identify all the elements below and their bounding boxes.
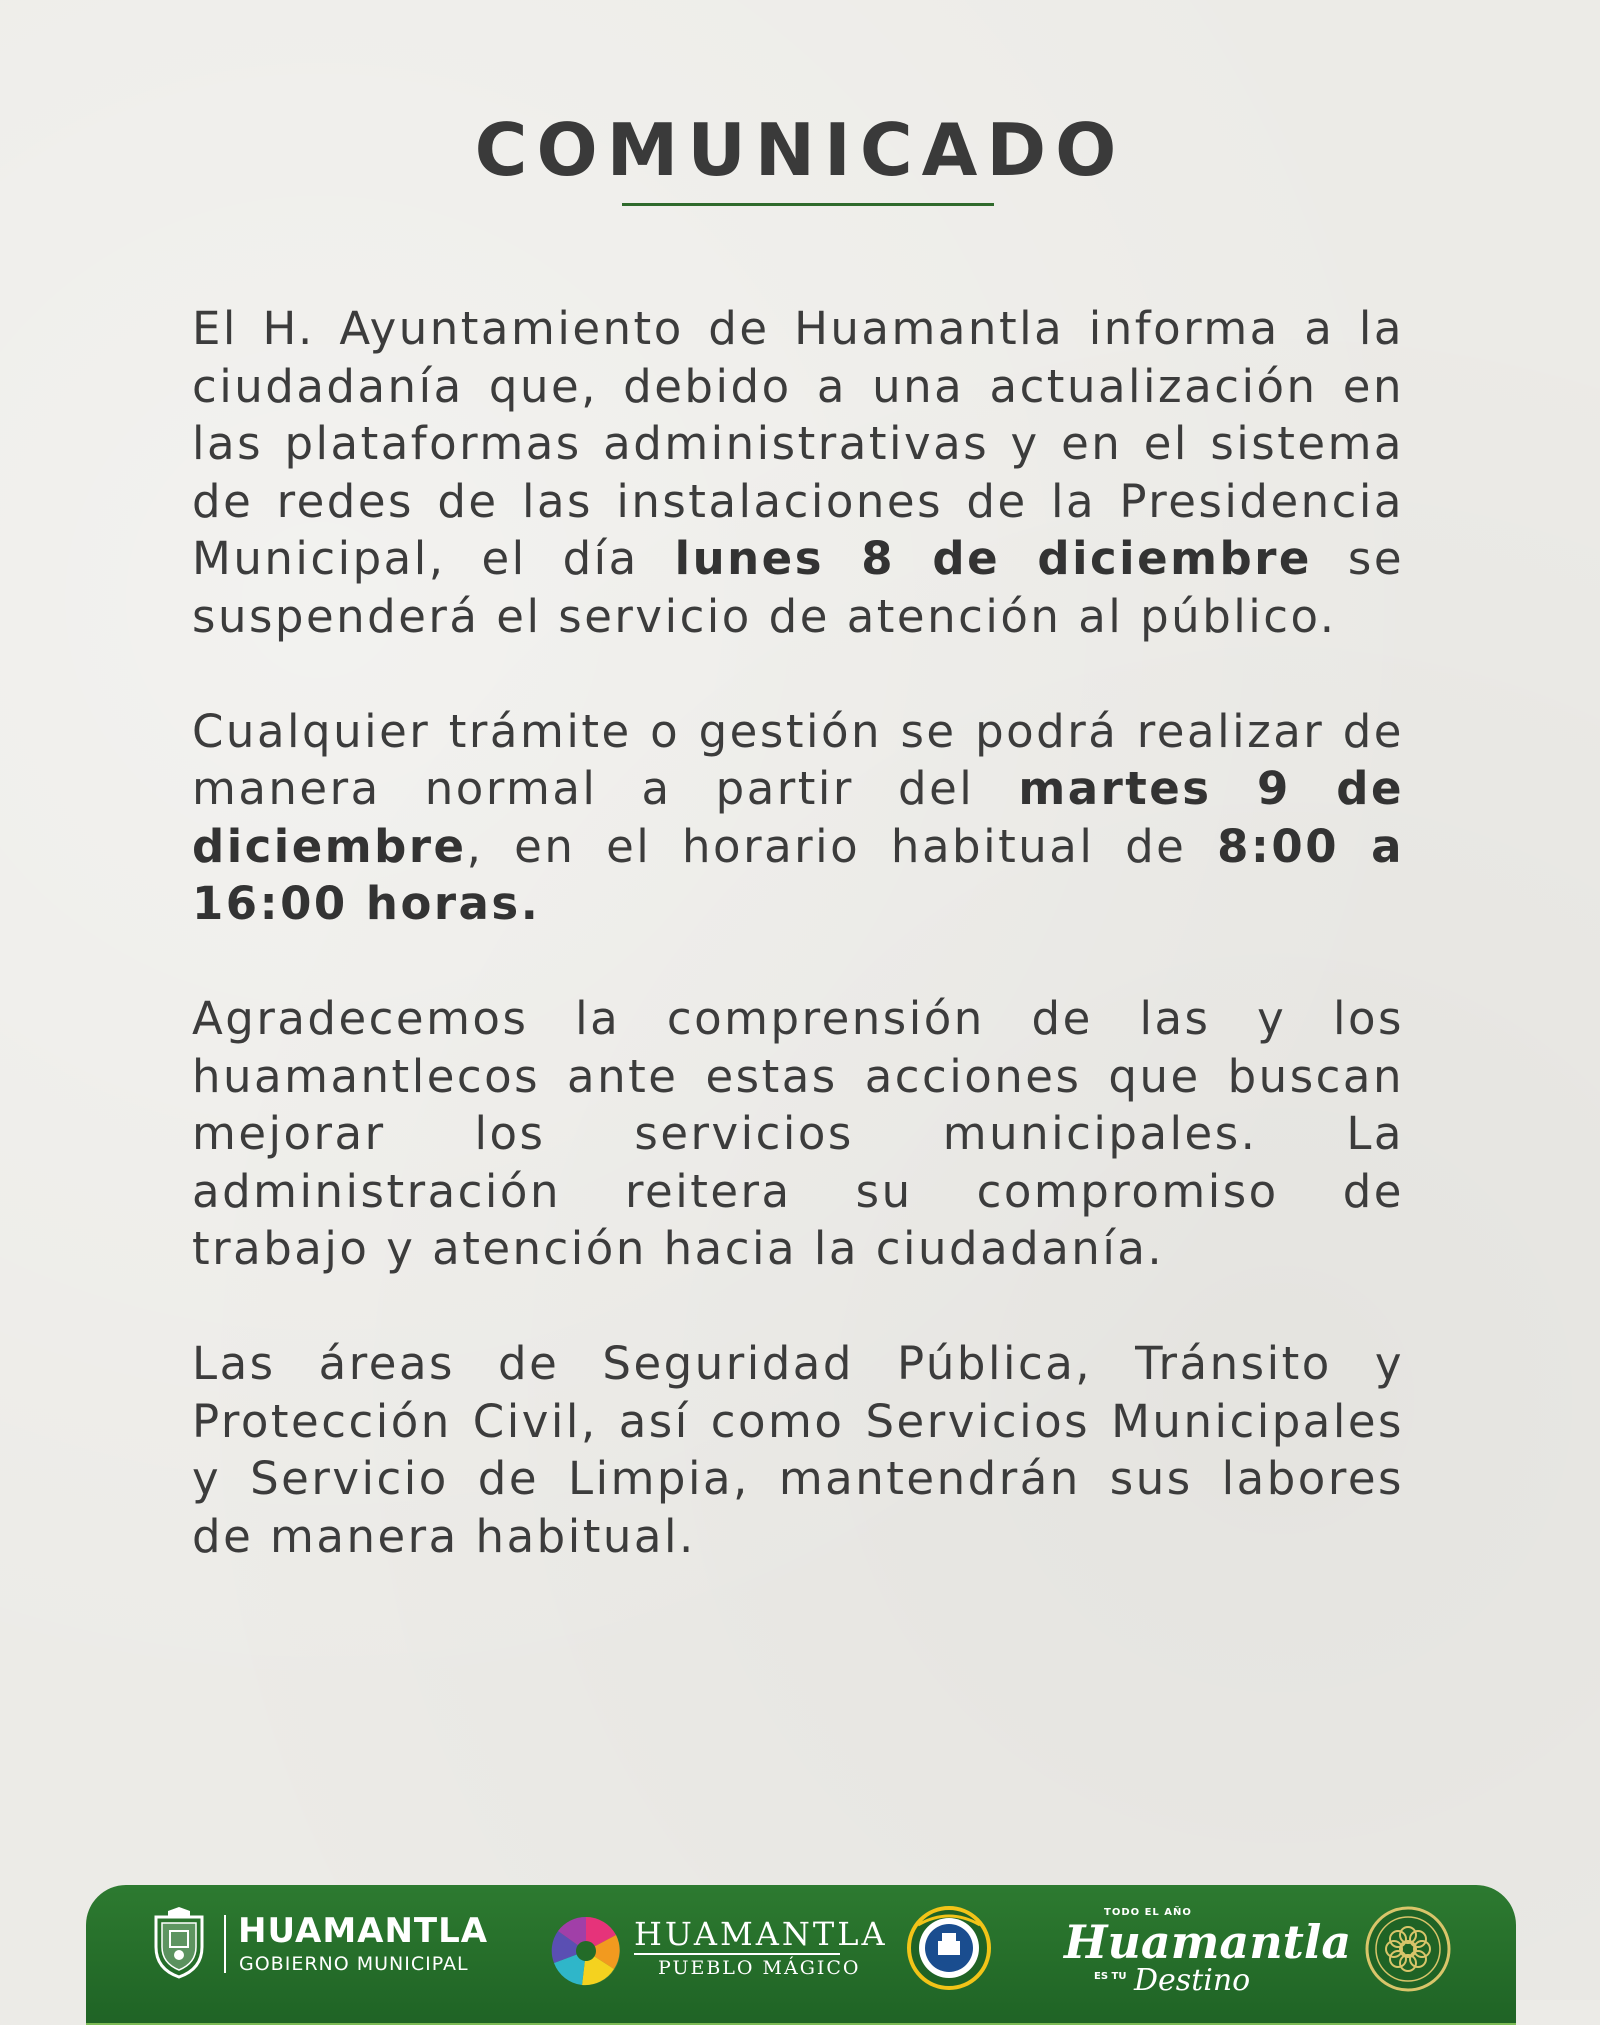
- page-title: COMUNICADO: [474, 108, 1126, 192]
- paragraph-2-hours: 8:00 a 16:00 horas.: [192, 819, 1404, 931]
- paragraph-3: Agradecemos la comprensión de las y los huamantlecos ante estas acciones que buscan mejorar los servicios municipales. La administración reitera su compromiso de trabajo y atención hacia la ciudadanía.: [192, 991, 1404, 1276]
- paragraph-2-text-b: , en el horario habitual de: [466, 819, 1218, 873]
- paragraph-1-text-a: El H. Ayuntamiento de Huamantla informa a la ciudadanía que, debido a una actualización en las plataformas administrativas y en el sistema de redes de las instalaciones de la Presidencia Municipal, el día: [192, 302, 1404, 586]
- paragraph-2-text-a: Cualquier trámite o gestión se podrá realizar de manera normal a partir del: [192, 704, 1404, 816]
- pueblo-magico-underline: [634, 1953, 840, 1955]
- destino-logo-script: Destino: [1134, 1963, 1251, 1998]
- paragraph-1-date: lunes 8 de diciembre: [674, 532, 1312, 586]
- pueblo-magico-subtitle: PUEBLO MÁGICO: [658, 1957, 861, 1979]
- paragraph-4: Las áreas de Seguridad Pública, Tránsito y Protección Civil, así como Servicios Municipales y Servicio de Limpia, mantendrán sus labores de manera habitual.: [192, 1336, 1404, 1563]
- paragraph-2-date: martes 9 de diciembre: [192, 762, 1404, 873]
- paragraph-1: [192, 300, 1404, 646]
- swirl-logo-icon: [548, 1913, 624, 1989]
- title-underline: [622, 203, 994, 206]
- pueblo-magico-title: HUAMANTLA: [634, 1915, 888, 1953]
- destino-logo-top: TODO EL AÑO: [1104, 1907, 1192, 1918]
- gobierno-logo-subtitle: GOBIERNO MUNICIPAL: [239, 1953, 469, 1975]
- guinness-record-icon: [906, 1905, 992, 1991]
- crest-icon: [148, 1907, 210, 1979]
- announcement-body: [192, 300, 1404, 1622]
- seal-icon: [1364, 1905, 1452, 1993]
- paragraph-2: [192, 703, 1404, 933]
- destino-logo-title: Huamantla: [1064, 1915, 1352, 1969]
- footer-logo-bar: [86, 1885, 1516, 2025]
- logo-divider: [224, 1915, 226, 1973]
- paragraph-1-text-b: se suspenderá el servicio de atención al público.: [192, 532, 1405, 643]
- destino-logo-es: ES TU: [1094, 1971, 1127, 1982]
- gobierno-logo-title: HUAMANTLA: [238, 1911, 489, 1951]
